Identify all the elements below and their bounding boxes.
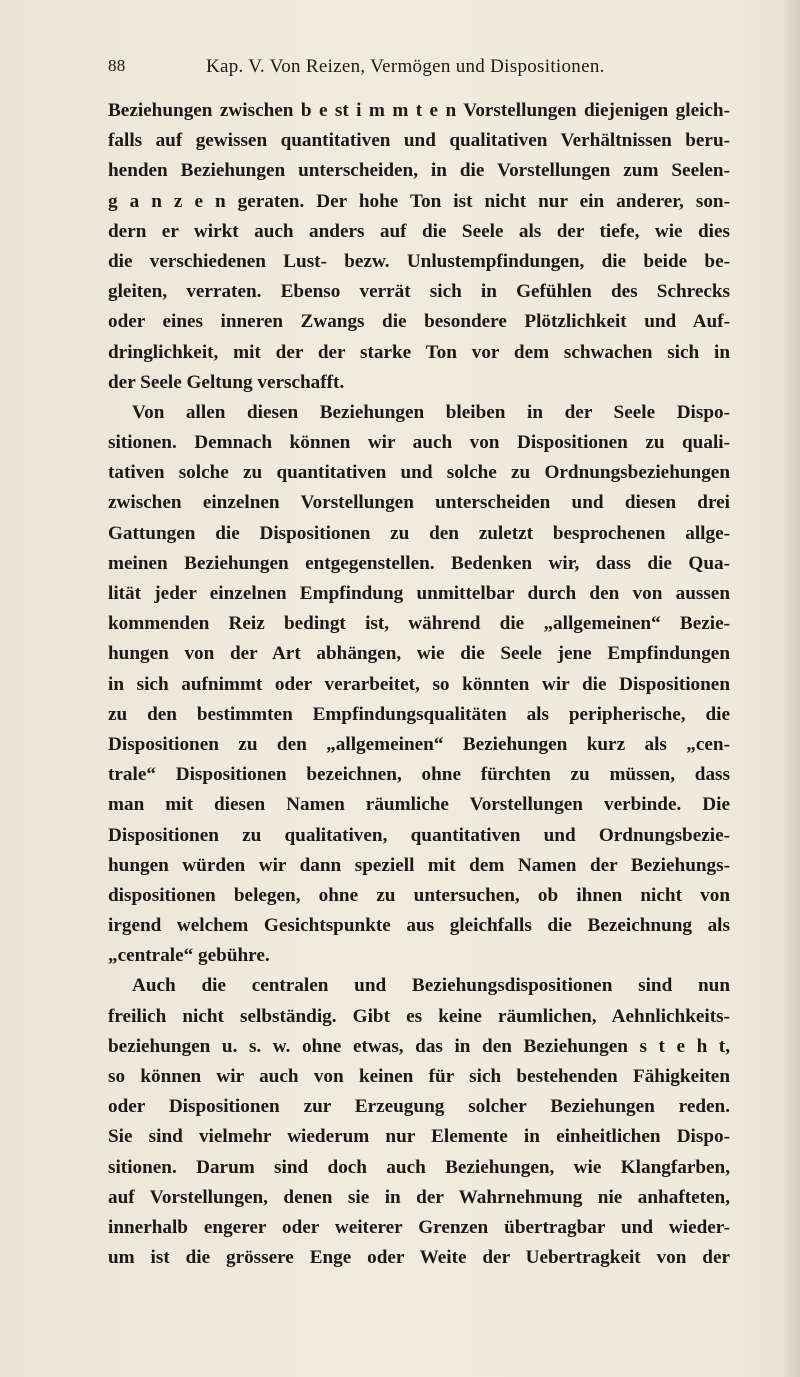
text-line: henden Beziehungen unterscheiden, in die Vorstellungen zum Seelen-	[108, 160, 730, 182]
text-line: sitionen. Darum sind doch auch Beziehungen, wie Klangfarben,	[108, 1156, 730, 1178]
text-line: so können wir auch von keinen für sich bestehenden Fähigkeiten	[108, 1066, 730, 1087]
text-line: Dispositionen zu qualitativen, quantitativen und Ordnungsbezie-	[108, 824, 730, 846]
paragraph-start-line: Auch die centralen und Beziehungsdispositionen sind nun	[132, 975, 730, 997]
paragraph-start-line: Von allen diesen Beziehungen bleiben in der Seele Dispo-	[132, 401, 730, 423]
text-line: hungen würden wir dann speziell mit dem Namen der Beziehungs-	[108, 854, 730, 876]
text-line: zwischen einzelnen Vorstellungen unterscheiden und diesen drei	[108, 492, 730, 514]
text-line: innerhalb engerer oder weiterer Grenzen übertragbar und wieder-	[108, 1216, 730, 1238]
text-line: oder Dispositionen zur Erzeugung solcher Beziehungen reden.	[108, 1096, 730, 1118]
text-line: auf Vorstellungen, denen sie in der Wahrnehmung nie anhafteten,	[108, 1186, 730, 1208]
text-line: dern er wirkt auch anders auf die Seele als der tiefe, wie dies	[108, 220, 730, 242]
text-line: trale“ Dispositionen bezeichnen, ohne fürchten zu müssen, dass	[108, 764, 730, 786]
text-line: um ist die grössere Enge oder Weite der Uebertragkeit von der	[108, 1247, 730, 1269]
text-line: beziehungen u. s. w. ohne etwas, das in den Beziehungen s t e h t,	[108, 1035, 730, 1057]
text-line: falls auf gewissen quantitativen und qualitativen Verhältnissen beru-	[108, 130, 730, 152]
text-line: lität jeder einzelnen Empfindung unmittelbar durch den von aussen	[108, 583, 730, 604]
running-head	[108, 56, 728, 86]
text-line: g a n z e n geraten. Der hohe Ton ist nicht nur ein anderer, son-	[108, 190, 730, 212]
page-number: 88	[108, 56, 126, 75]
text-line: Gattungen die Dispositionen zu den zuletzt besprochenen allge-	[108, 522, 730, 544]
text-line: der Seele Geltung verschafft.	[108, 371, 345, 393]
text-line: die verschiedenen Lust- bezw. Unlustempfindungen, die beide be-	[108, 250, 730, 272]
text-line: „centrale“ gebühre.	[108, 945, 270, 967]
text-line: hungen von der Art abhängen, wie die Seele jene Empfindungen	[108, 643, 730, 665]
text-line: tativen solche zu quantitativen und solche zu Ordnungsbeziehungen	[108, 462, 730, 484]
text-line: zu den bestimmten Empfindungsqualitäten als peripherische, die	[108, 703, 730, 725]
text-line: gleiten, verraten. Ebenso verrät sich in Gefühlen des Schrecks	[108, 281, 730, 303]
body-text	[108, 96, 730, 1273]
text-line: kommenden Reiz bedingt ist, während die „allgemeinen“ Bezie-	[108, 613, 730, 635]
page-edge-shadow	[782, 0, 800, 1377]
text-line: Sie sind vielmehr wiederum nur Elemente in einheitlichen Dispo-	[108, 1126, 730, 1148]
running-title: Kap. V. Von Reizen, Vermögen und Dispositionen.	[206, 56, 605, 77]
text-line: Dispositionen zu den „allgemeinen“ Beziehungen kurz als „cen-	[108, 733, 730, 755]
text-line: oder eines inneren Zwangs die besondere Plötzlichkeit und Auf-	[108, 311, 730, 333]
text-line: irgend welchem Gesichtspunkte aus gleichfalls die Bezeichnung als	[108, 915, 730, 937]
text-line: man mit diesen Namen räumliche Vorstellungen verbinde. Die	[108, 794, 730, 816]
text-line: Beziehungen zwischen b e st i m m t e n Vorstellungen diejenigen gleich-	[108, 100, 730, 121]
text-line: freilich nicht selbständig. Gibt es keine räumlichen, Aehnlichkeits-	[108, 1005, 730, 1027]
text-line: in sich aufnimmt oder verarbeitet, so könnten wir die Dispositionen	[108, 673, 730, 695]
text-line: dispositionen belegen, ohne zu untersuchen, ob ihnen nicht von	[108, 884, 730, 906]
text-line: sitionen. Demnach können wir auch von Dispositionen zu quali-	[108, 432, 730, 454]
text-line: meinen Beziehungen entgegenstellen. Bedenken wir, dass die Qua-	[108, 552, 730, 574]
text-line: dringlichkeit, mit der der starke Ton vor dem schwachen sich in	[108, 341, 730, 363]
